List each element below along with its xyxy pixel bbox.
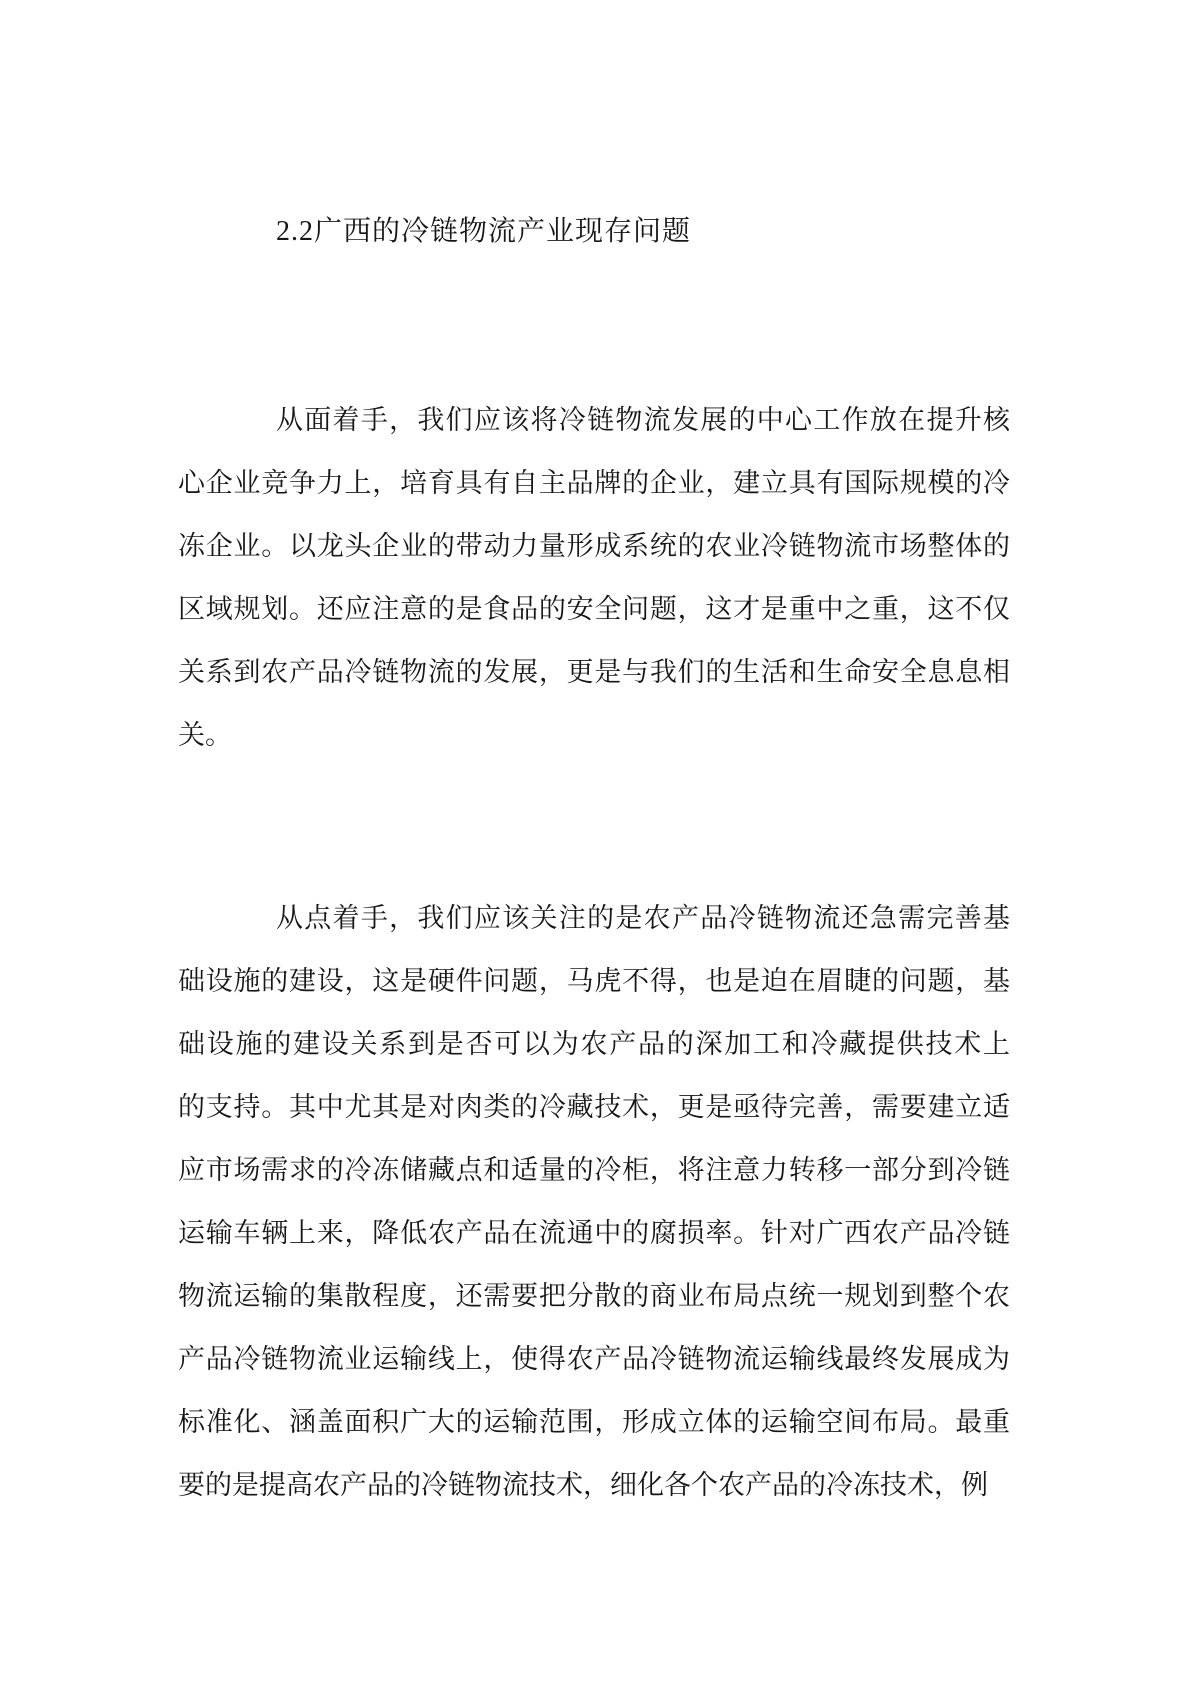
text-line: 关。 [178, 720, 232, 750]
text-line: 心企业竞争力上，培育具有自主品牌的企业，建立具有国际规模的冷 [178, 468, 1010, 498]
document-content [178, 200, 1010, 1517]
text-line: 要的是提高农产品的冷链物流技术，细化各个农产品的冷冻技术，例 [178, 1470, 988, 1500]
text-line: 础设施的建设，这是硬件问题，马虎不得，也是迫在眉睫的问题，基 [178, 966, 1010, 996]
text-line: 产品冷链物流业运输线上，使得农产品冷链物流运输线最终发展成为 [178, 1344, 1010, 1374]
section-heading: 2.2广西的冷链物流产业现存问题 [276, 216, 692, 247]
text-line: 应市场需求的冷冻储藏点和适量的冷柜，将注意力转移一部分到冷链 [178, 1155, 1010, 1185]
text-line: 关系到农产品冷链物流的发展，更是与我们的生活和生命安全息息相 [178, 657, 1010, 687]
text-line: 从点着手，我们应该关注的是农产品冷链物流还急需完善基 [276, 903, 1010, 933]
text-line: 运输车辆上来，降低农产品在流通中的腐损率。针对广西农产品冷链 [178, 1218, 1010, 1248]
text-line: 区域规划。还应注意的是食品的安全问题，这才是重中之重，这不仅 [178, 594, 1010, 624]
text-line: 物流运输的集散程度，还需要把分散的商业布局点统一规划到整个农 [178, 1281, 1010, 1311]
text-line: 冻企业。以龙头企业的带动力量形成系统的农业冷链物流市场整体的 [178, 531, 1010, 561]
paragraph-2 [178, 887, 1010, 1517]
paragraph-1 [178, 389, 1010, 767]
text-line: 的支持。其中尤其是对肉类的冷藏技术，更是亟待完善，需要建立适 [178, 1092, 1010, 1122]
text-line: 础设施的建设关系到是否可以为农产品的深加工和冷藏提供技术上 [178, 1029, 1010, 1059]
text-line: 标准化、涵盖面积广大的运输范围，形成立体的运输空间布局。最重 [178, 1407, 1010, 1437]
text-line: 从面着手，我们应该将冷链物流发展的中心工作放在提升核 [276, 405, 1010, 435]
